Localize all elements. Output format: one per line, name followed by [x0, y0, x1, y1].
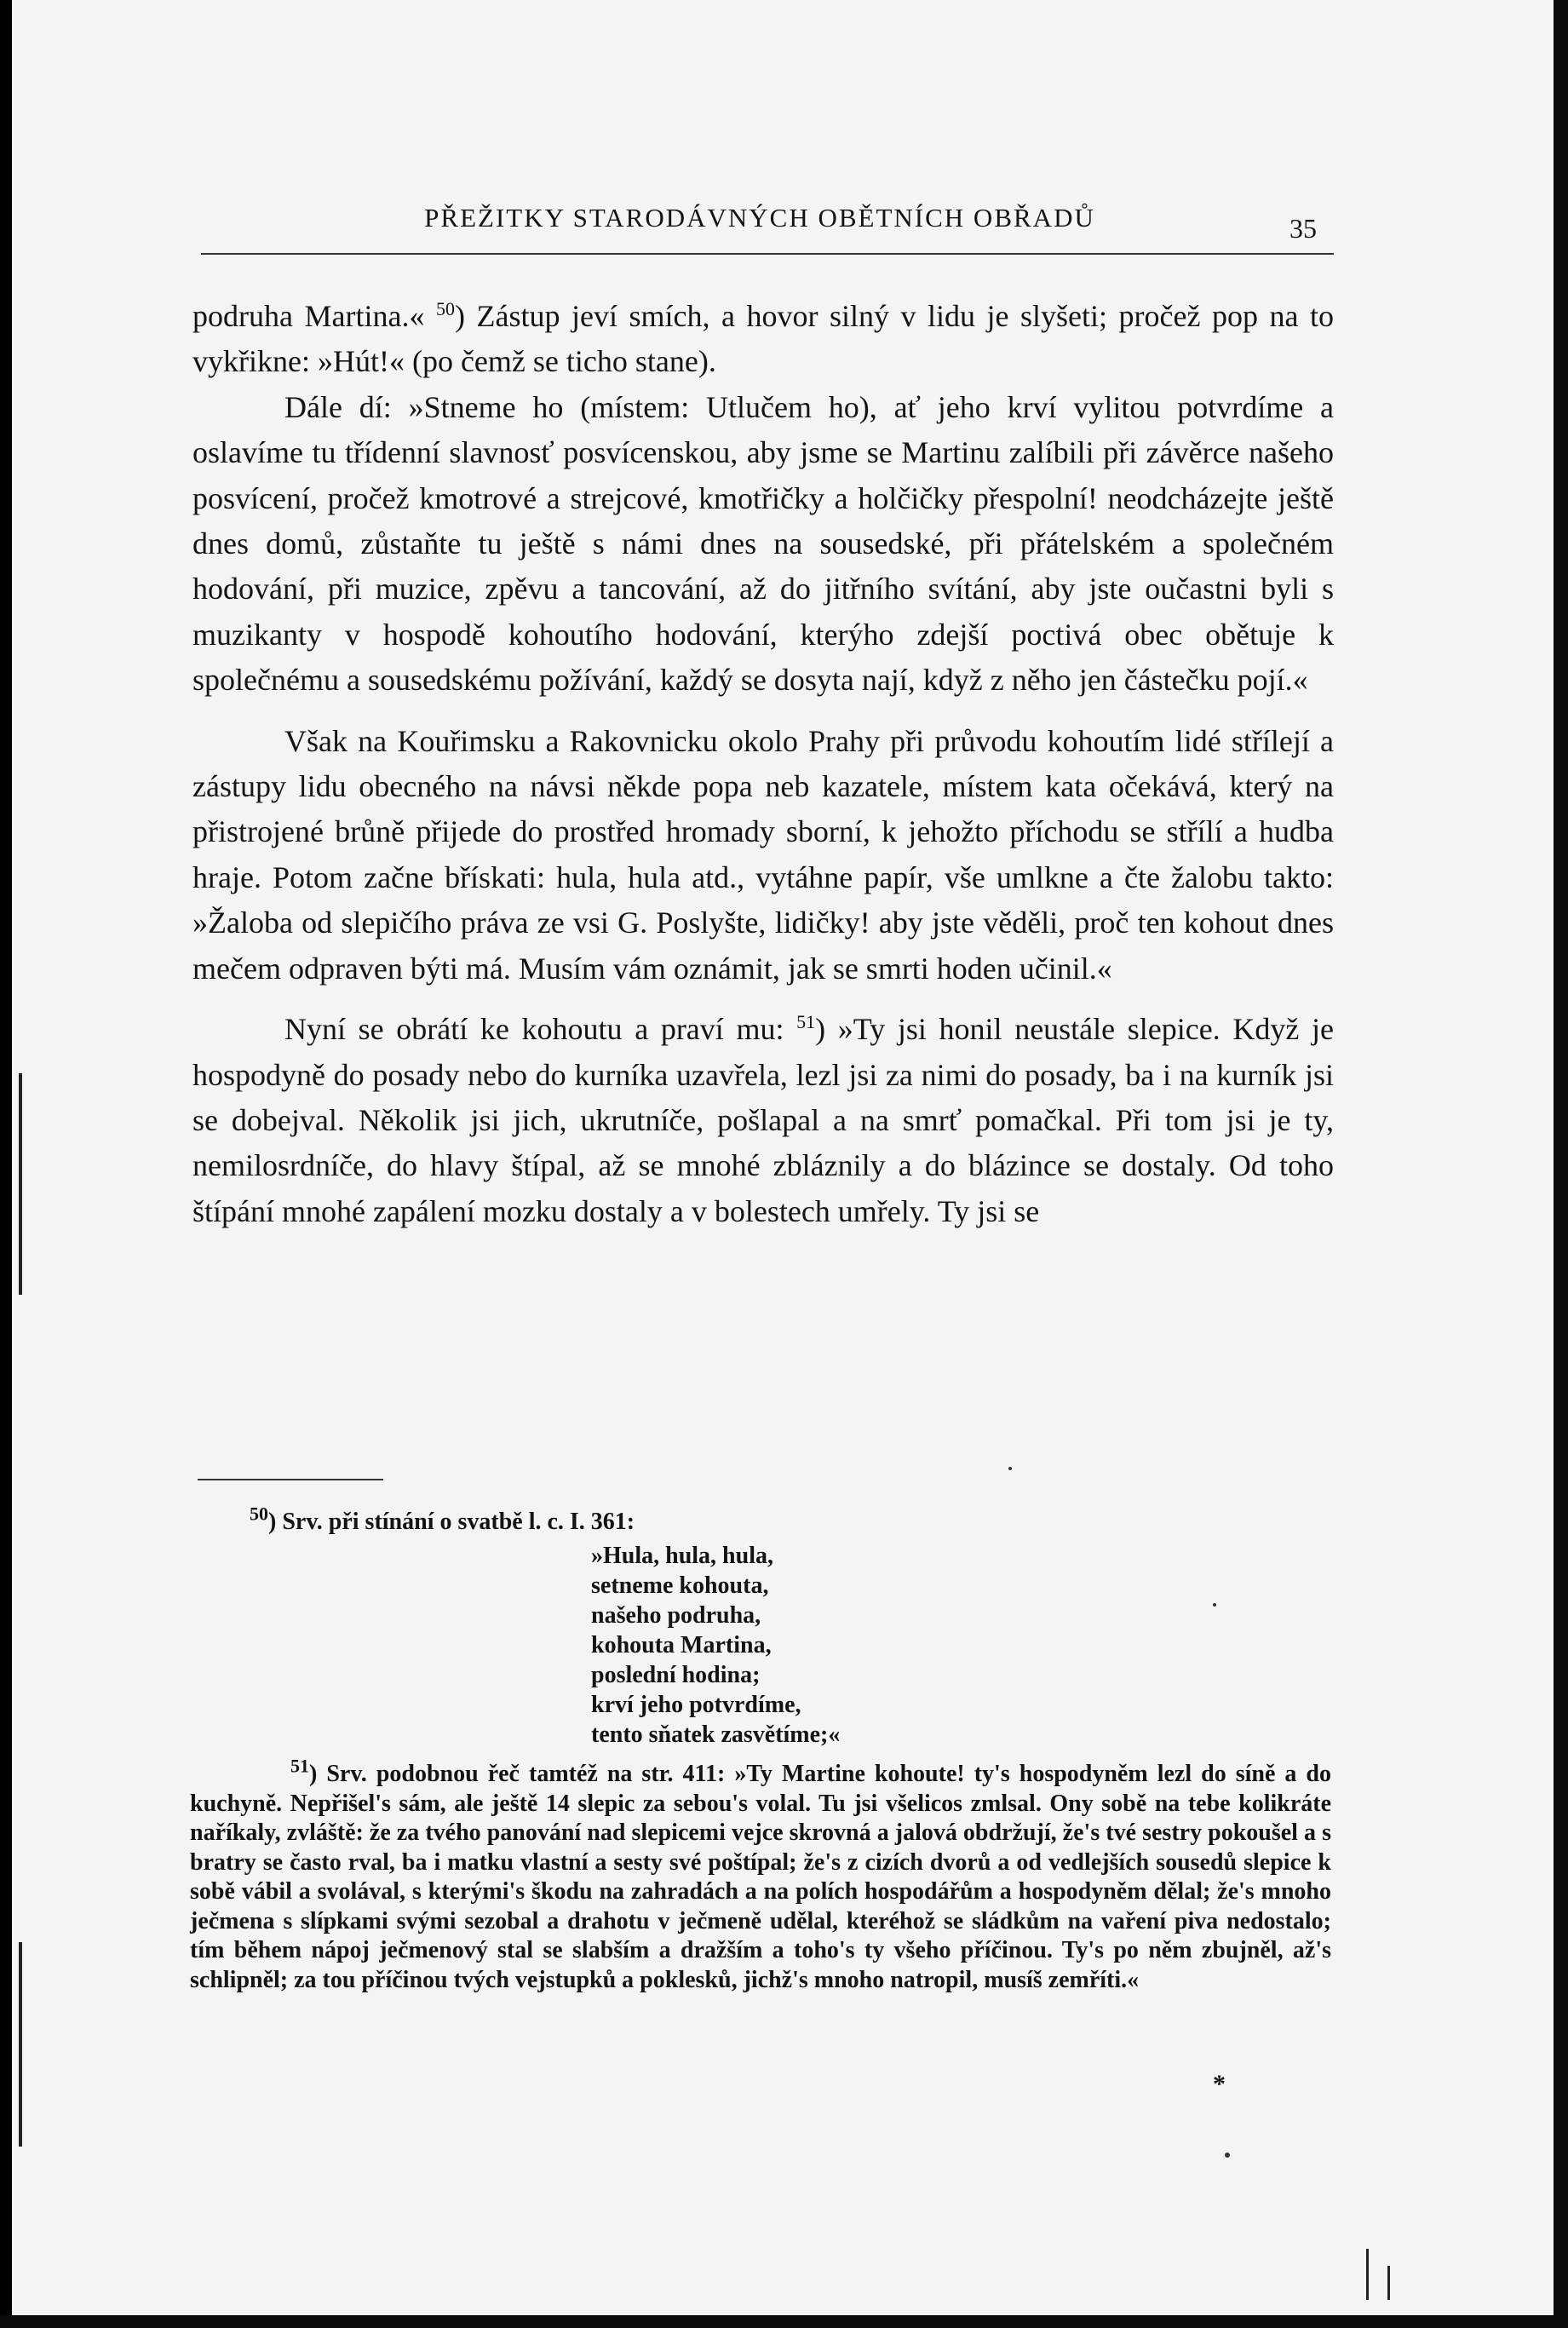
paragraph-3: Však na Kouřimsku a Rakovnicku okolo Prahy při průvodu kohoutím lidé střílejí a zástupy lidu obecného na návsi někde popa neb kazatele, místem kata očekává, který na přistrojené brůně přijede do prostřed hromady sborní, k jehožto příchodu se střílí a hudba hraje. Potom začne břískati: hula, hula atd., vytáhne papír, vše umlkne a čte žalobu takto: »Žaloba od slepičího práva ze vsi G. Poslyšte, lidičky! aby jste věděli, proč ten kohout dnes mečem odpraven býti má. Musím vám oznámit, jak se smrti hoden učinil.« [192, 723, 1334, 986]
running-header: PŘEŽITKY STARODÁVNÝCH OBĚTNÍCH OBŘADŮ [424, 203, 1095, 233]
book-page [12, 0, 1554, 2315]
edge-mark [19, 1073, 22, 1295]
page-number: 35 [1289, 213, 1317, 244]
verse-line: setneme kohouta, [591, 1572, 769, 1599]
footnote-51: $^{51}$) Srv. podobnou řeč tamtéž na str. 411: »Ty Martine kohoute! ty's hospodyněm lezl do síně a do kuchyně. Nepřišel's sám, ale ještě 14 slepic za sebou's volal. Tu jsi všelicos zmlsal. Ony sobě na tebe kolikráte naříkaly, zvláště: že za tvého panování nad slepicemi vejce skrovná a jalová obdržují, že's tvé sestry pokoušel a s bratry se často rval, ba i matku vlastní a sesty své poštípal; že's z cizích dvorů a od vedlejších sousedů slepice k sobě vábil a svolával, s kterými's škodu na zahradách a na polích hospodářům a hospodyněm dělal; že's mnoho ječmena s slípkami svými sezobal a drahotu v ječmeně udělal, kteréhož se sládkům na vaření piva nedostalo; tím během nápoj ječmenový stal se slabším a dražším a toho's ty všeho příčinou. Ty's po něm zbujněl, až's schlipněl; za tou příčinou tvých vejstupků a poklesků, jichž's mnoho natropil, musíš zemříti.« [190, 1755, 1331, 1993]
verse-line: tento sňatek zasvětíme;« [591, 1722, 841, 1748]
footnote-50: $^{50}$) Srv. při stínání o svatbě l. c. I. 361: [250, 1503, 635, 1535]
verse-line: krví jeho potvrdíme, [591, 1692, 801, 1718]
edge-mark [19, 1942, 22, 2147]
paragraph-2: Dále dí: »Stneme ho (místem: Utlučem ho), ať jeho krví vylitou potvrdíme a oslavíme tu třídenní slavnosť posvícenskou, aby jsme se Martinu zalíbili při závěrce našeho posvícení, pročež kmotrové a strejcové, kmotřičky a holčičky přespolní! neodcházejte ještě dnes domů, zůstaňte tu ještě s námi dnes na sousedské, při přátelském a společném hodování, při muzice, zpěvu a tancování, až do jitřního svítání, aby jste oučastni byli s muzikanty v hospodě kohoutího hodování, kterýho zdejší poctivá obec obětuje k společnému a sousedskému požívání, každý se dosyta nají, když z něho jen částečku pojí.« [192, 389, 1334, 698]
verse-line: kohouta Martina, [591, 1632, 772, 1658]
footnote-rule [198, 1479, 383, 1480]
paragraph-1: podruha Martina.« $^{50}$) Zástup jeví smích, a hovor silný v lidu je slyšeti; pročež pop na to vykřikne: »Hút!« (po čemž se ticho stane). [192, 298, 1334, 379]
speck-mark [1008, 1467, 1012, 1470]
edge-mark [1366, 2249, 1369, 2300]
footnote-50-verse [591, 1541, 1136, 1750]
verse-line: »Hula, hula, hula, [591, 1543, 773, 1569]
edge-mark [1387, 2266, 1390, 2300]
scan-edge-bottom [0, 2315, 1568, 2328]
speck-mark [1225, 2153, 1230, 2158]
verse-line: našeho podruha, [591, 1602, 761, 1629]
footnote-ref-50: 50 [435, 298, 455, 319]
verse-line: poslední hodina; [591, 1662, 761, 1688]
main-text [192, 294, 1334, 1234]
speck-mark [1213, 1603, 1216, 1607]
scan-edge-right [1554, 0, 1568, 2328]
paragraph-4: Nyní se obrátí ke kohoutu a praví mu: $^{51}$) »Ty jsi honil neustále slepice. Když je hospodyně do posady nebo do kurníka uzavřela, lezl jsi za nimi do posady, ba i na kurník jsi se dobejval. Několik jsi jich, ukrutníče, pošlapal a na smrť pomačkal. Při tom jsi je ty, nemilosrdníče, do hlavy štípal, až se mnohé zbláznily a do blázince se dostaly. Od toho štípání mnohé zapálení mozku dostaly a v bolestech umřely. Ty jsi se [192, 1011, 1335, 1228]
footnote-ref-51: 51 [796, 1011, 816, 1033]
header-rule [201, 253, 1334, 255]
asterisk-mark: * [1213, 2070, 1226, 2098]
